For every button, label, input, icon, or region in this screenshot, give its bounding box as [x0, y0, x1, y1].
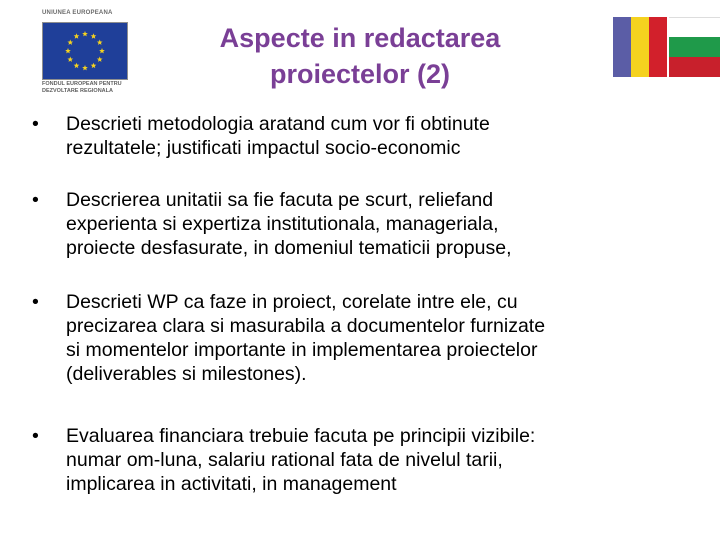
eu-star [65, 48, 71, 53]
fund-label-line2: DEZVOLTARE REGIONALA [42, 88, 113, 94]
bullet-line: proiecte desfasurate, in domeniul tematicii propuse, [66, 237, 512, 259]
eu-star [91, 33, 97, 38]
eu-label: UNIUNEA EUROPEANA [42, 10, 113, 16]
bullet-line: si momentelor importante in implementarea proiectelor [66, 339, 538, 361]
title-line-1: Aspecte in redactarea [219, 23, 501, 53]
bullet-line: precizarea clara si masurabila a documentelor furnizate [66, 315, 546, 337]
eu-star [91, 63, 97, 68]
bullet-line: implicarea in activitati, in management [66, 473, 397, 495]
romania-flag-blue [613, 17, 631, 77]
eu-star [82, 31, 88, 36]
bullet-line: Descrieti WP ca faze in proiect, corelate intre ele, cu [66, 291, 518, 313]
eu-star [99, 48, 105, 53]
eu-flag-icon [42, 22, 128, 80]
fund-label-line1: FONDUL EUROPEAN PENTRU [42, 81, 122, 87]
eu-star [74, 63, 80, 68]
eu-logo [38, 10, 138, 105]
partner-flags [613, 17, 720, 77]
bulgaria-flag-white [669, 17, 720, 38]
bullet-line: rezultatele; justificati impactul socio-economic [66, 137, 461, 159]
bullet-dot: • [32, 291, 39, 313]
bullet-item [30, 188, 512, 260]
bullet-dot: • [32, 113, 39, 135]
bullet-line: (deliverables si milestones). [66, 363, 307, 385]
bullet-item [30, 112, 490, 160]
bullet-line: experienta si expertiza institutionala, manageriala, [66, 213, 499, 235]
bulgaria-flag-red [669, 57, 720, 77]
bullet-line: numar om-luna, salariu rational fata de nivelul tarii, [66, 449, 503, 471]
fund-label [42, 81, 138, 95]
bullet-line: Evaluarea financiara trebuie facuta pe principii vizibile: [66, 425, 536, 447]
eu-star [82, 65, 88, 70]
title-line-2: proiectelor (2) [269, 59, 451, 89]
bullet-line: Descrierea unitatii sa fie facuta pe scurt, reliefand [66, 189, 494, 211]
eu-star [67, 40, 73, 45]
page-title [170, 20, 550, 92]
bulgaria-flag-green [669, 37, 720, 57]
romania-flag-red [649, 17, 667, 77]
bullet-dot: • [32, 189, 39, 211]
bullet-item [30, 424, 535, 496]
bullet-item [30, 290, 545, 386]
eu-star [97, 40, 103, 45]
eu-star [67, 57, 73, 62]
eu-star [74, 33, 80, 38]
romania-flag-yellow [631, 17, 649, 77]
eu-star [97, 57, 103, 62]
bullet-dot: • [32, 425, 39, 447]
bullet-line: Descrieti metodologia aratand cum vor fi obtinute [66, 113, 490, 135]
